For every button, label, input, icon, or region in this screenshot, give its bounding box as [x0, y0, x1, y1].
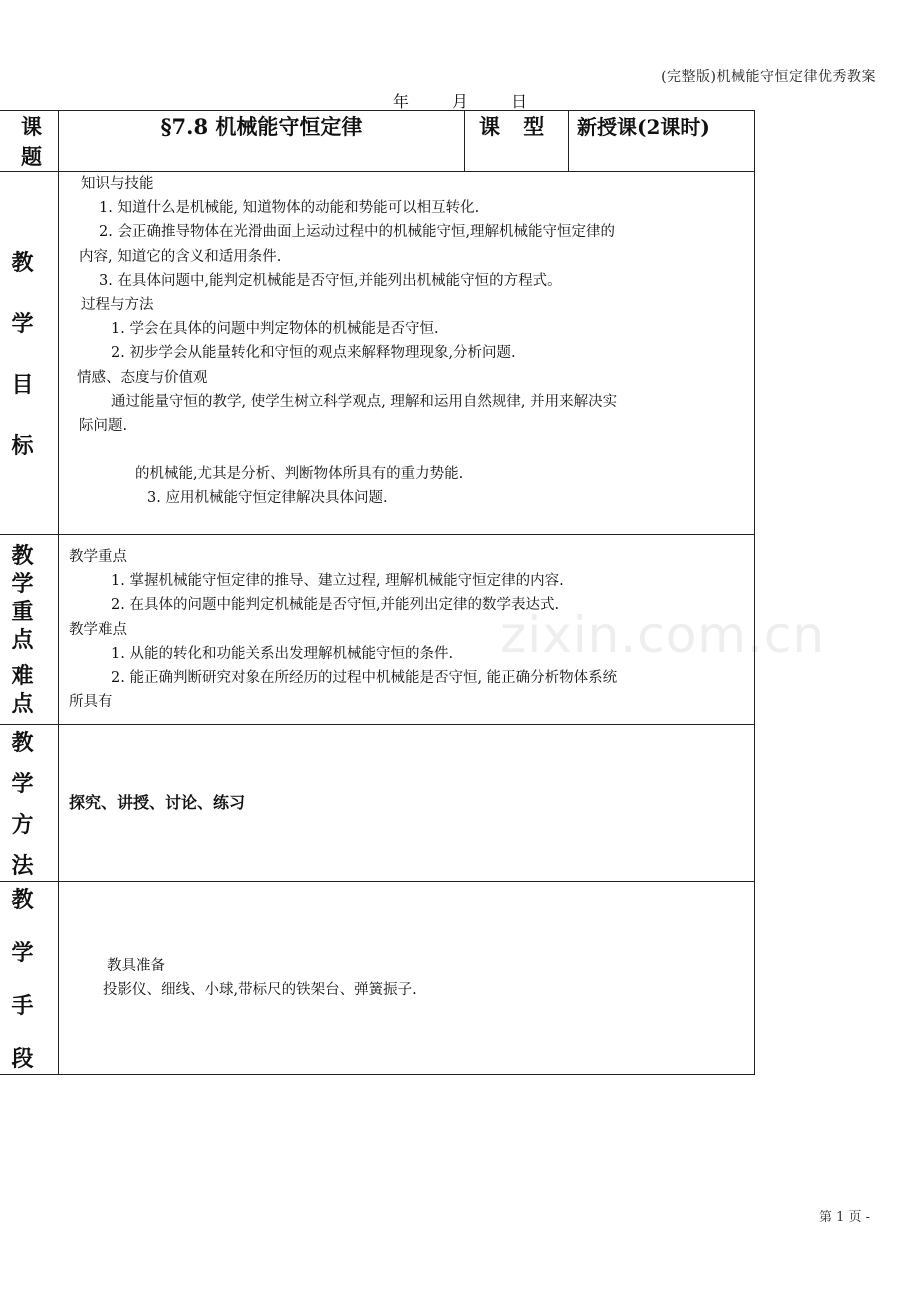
key-points-label: [0, 535, 59, 725]
objective-line: 2. 会正确推导物体在光滑曲面上运动过程中的机械能守恒,理解机械能守恒定律的: [99, 224, 616, 241]
tools-label: [0, 882, 59, 1075]
objective-line: 过程与方法: [81, 297, 154, 314]
objective-line: 际问题.: [79, 418, 128, 435]
tools-label-char: 手: [11, 993, 34, 1019]
objectives-label-char: 教: [11, 250, 34, 276]
methods-label-char: 学: [11, 771, 34, 797]
key-point-line: 1. 从能的转化和功能关系出发理解机械能守恒的条件.: [111, 645, 454, 662]
objective-line: [67, 438, 746, 462]
document-title: (完整版)机械能守恒定律优秀教案: [661, 69, 876, 85]
objective-line: 情感、态度与价值观: [77, 369, 208, 386]
tools-text: 投影仪、细线、小球,带标尺的铁架台、弹簧振子.: [103, 982, 417, 999]
tools-label-char: 学: [11, 940, 34, 966]
objectives-label-char: 学: [11, 311, 34, 337]
type-value: 新授课(2课时): [569, 111, 755, 172]
key-point-line: 教学重点: [69, 549, 127, 565]
objective-line: 3. 在具体问题中,能判定机械能是否守恒,并能列出机械能守恒的方程式。: [99, 272, 562, 289]
watermark: zixin.com.cn: [500, 606, 826, 664]
methods-label: [0, 725, 59, 882]
key-points-label-char: 教: [11, 542, 34, 569]
key-points-label-char: 难: [11, 662, 34, 689]
objective-line: 2. 初步学会从能量转化和守恒的观点来解释物理现象,分析问题.: [111, 345, 516, 362]
methods-text: 探究、讲授、讨论、练习: [69, 792, 246, 812]
objective-line: 3. 应用机械能守恒定律解决具体问题.: [147, 490, 388, 507]
methods-label-char: 法: [11, 853, 34, 879]
topic-label: 课 题: [0, 111, 59, 172]
key-point-line: 1. 掌握机械能守恒定律的推导、建立过程, 理解机械能守恒定律的内容.: [111, 573, 564, 590]
date-line: [0, 89, 920, 112]
date-day: 日: [511, 92, 528, 111]
key-points-label-char: 重: [11, 598, 34, 625]
key-point-line: 2. 在具体的问题中能判定机械能是否守恒,并能列出定律的数学表达式.: [111, 597, 560, 614]
methods-row: [0, 725, 755, 882]
lesson-plan-table: [0, 110, 755, 1075]
title-row: [0, 111, 755, 172]
key-points-label-char: 学: [11, 570, 34, 597]
objective-line: 1. 知道什么是机械能, 知道物体的动能和势能可以相互转化.: [99, 200, 480, 217]
tools-label-char: 段: [11, 1046, 34, 1072]
objectives-label-char: 目: [11, 372, 34, 398]
methods-content: [59, 725, 755, 882]
methods-label-char: 教: [11, 730, 34, 756]
objectives-label: [0, 172, 59, 535]
key-points-content: [59, 535, 755, 725]
tools-content: [59, 882, 755, 1075]
objective-line: 内容, 知道它的含义和适用条件.: [79, 248, 282, 265]
key-point-line: 教学难点: [69, 621, 127, 638]
page-number: 第 1 页 -: [818, 1210, 870, 1225]
tools-label-char: 教: [11, 887, 34, 913]
key-points-label-char: 点: [11, 626, 34, 653]
objective-line: 的机械能,尤其是分析、判断物体所具有的重力势能.: [135, 466, 464, 483]
key-point-line: 所具有: [69, 694, 113, 711]
lesson-title: §7.8 机械能守恒定律: [59, 111, 465, 172]
objectives-content: [59, 172, 755, 535]
type-label: 课 型: [465, 111, 569, 172]
objective-line: 通过能量守恒的教学, 使学生树立科学观点, 理解和运用自然规律, 并用来解决实: [111, 393, 618, 410]
date-month: 月: [451, 92, 468, 111]
key-point-line: 2. 能正确判断研究对象在所经历的过程中机械能是否守恒, 能正确分析物体系统: [111, 670, 618, 687]
objective-line: 1. 学会在具体的问题中判定物体的机械能是否守恒.: [111, 321, 439, 338]
methods-label-char: 方: [11, 812, 34, 838]
objectives-row: [0, 172, 755, 535]
date-year: 年: [392, 92, 409, 111]
tools-row: [0, 882, 755, 1075]
objectives-label-char: 标: [11, 433, 34, 459]
key-points-label-char: 点: [11, 690, 34, 717]
key-points-row: [0, 535, 755, 725]
tools-heading: 教具准备: [107, 958, 165, 974]
objective-line: 知识与技能: [81, 176, 154, 192]
